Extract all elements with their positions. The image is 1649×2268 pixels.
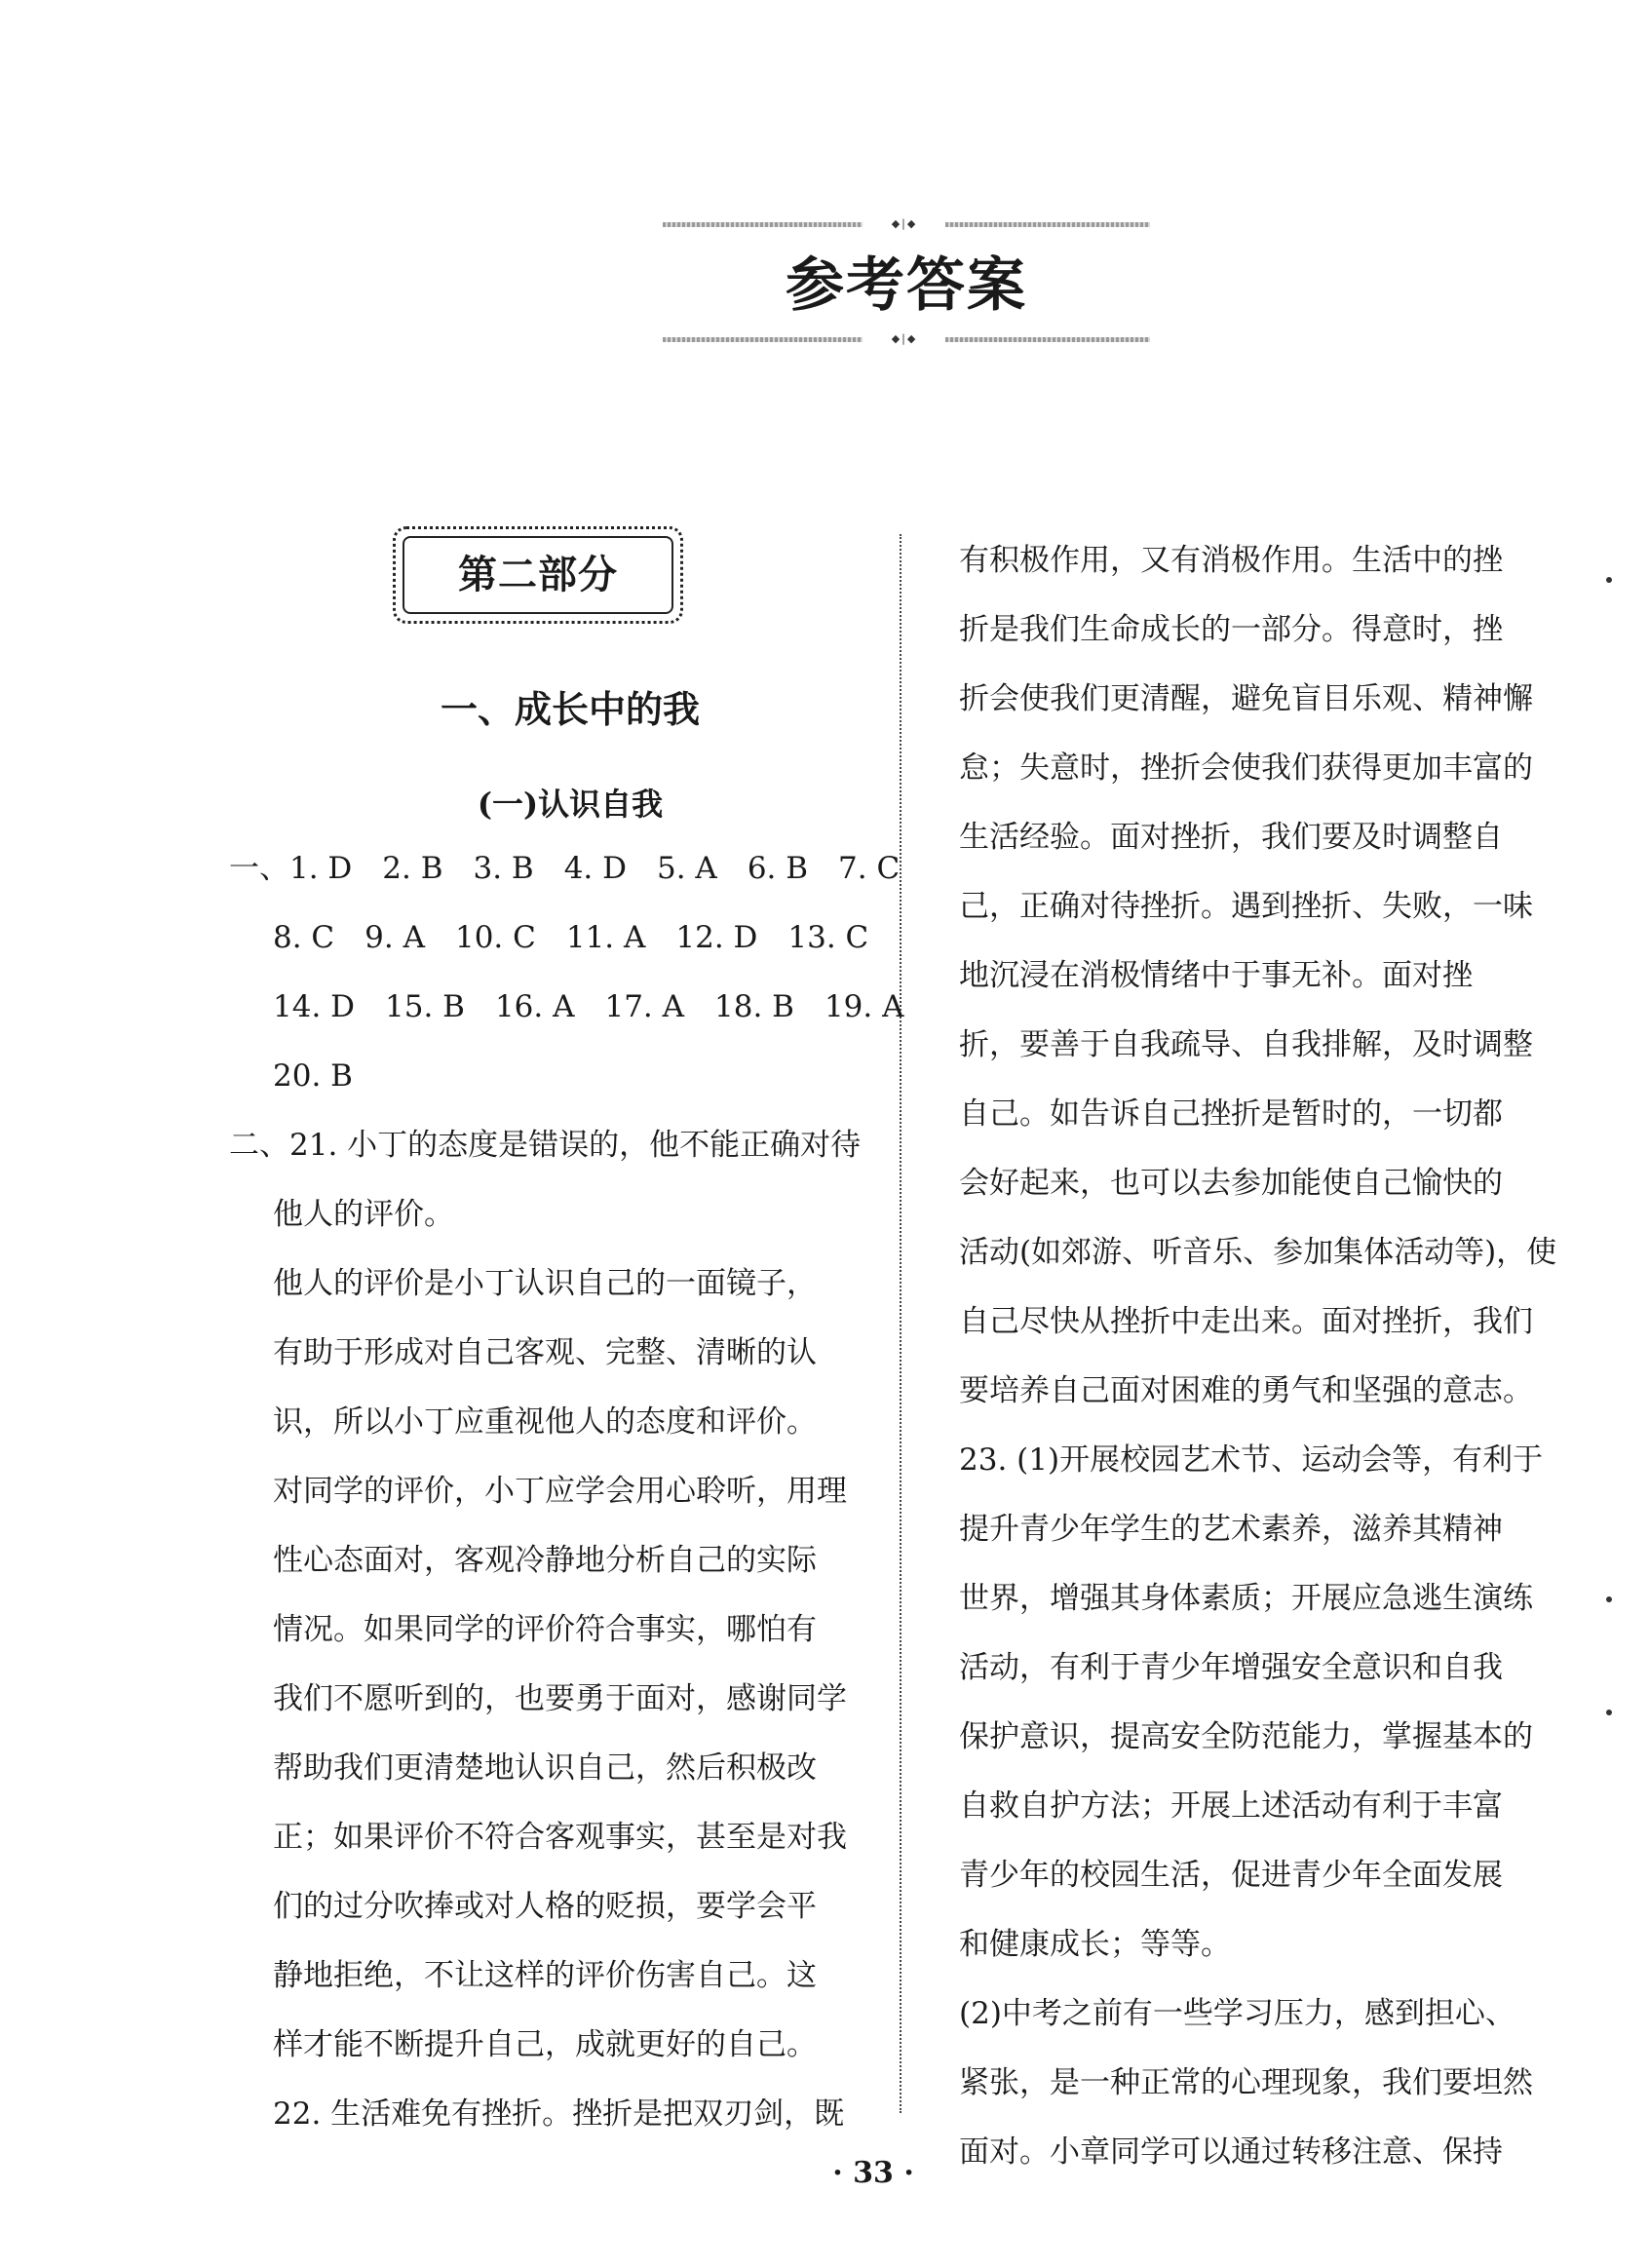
answer-line: 识，所以小丁应重视他人的态度和评价。	[273, 1404, 817, 1440]
margin-dot	[1606, 1710, 1612, 1715]
left-column	[229, 526, 904, 2149]
answer-line: 自己尽快从挫折中走出来。面对挫折，我们	[959, 1304, 1533, 1339]
answer-line: 静地拒绝，不让这样的评价伤害自己。这	[273, 1958, 817, 1993]
answer-line: 们的过分吹捧或对人格的贬损，要学会平	[273, 1889, 817, 1924]
answer-line: 会好起来，也可以去参加能使自己愉快的	[959, 1166, 1503, 1201]
answer-line: 世界，增强其身体素质；开展应急逃生演练	[959, 1581, 1533, 1616]
answer-line: 折会使我们更清醒，避免盲目乐观、精神懈	[959, 681, 1533, 716]
right-column	[959, 526, 1557, 2187]
title-rule-bottom	[663, 334, 1150, 344]
answer-line: 性心态面对，客观冷静地分析自己的实际	[273, 1543, 817, 1578]
answer-line: 保护意识，提高安全防范能力，掌握基本的	[959, 1719, 1533, 1754]
answer-line: 8. C 9. A 10. C 11. A 12. D 13. C	[273, 920, 869, 955]
answer-line: 20. B	[273, 1058, 353, 1094]
subsection-title: (一)认识自我	[477, 786, 664, 823]
answer-line: 活动，有利于青少年增强安全意识和自我	[959, 1650, 1503, 1685]
answer-line: 自己。如告诉自己挫折是暂时的，一切都	[959, 1096, 1503, 1132]
answer-line: 活动(如郊游、听音乐、参加集体活动等)，使	[959, 1235, 1557, 1270]
answer-line: 帮助我们更清楚地认识自己，然后积极改	[273, 1750, 817, 1786]
page-header	[663, 219, 1150, 356]
answer-line: 怠；失意时，挫折会使我们获得更加丰富的	[959, 750, 1533, 786]
answer-line: 我们不愿听到的，也要勇于面对，感谢同学	[273, 1681, 847, 1716]
answer-line: 他人的评价是小丁认识自己的一面镜子，	[273, 1266, 817, 1301]
answer-line: (2)中考之前有一些学习压力，感到担心、	[959, 1996, 1515, 2031]
answer-line: 面对。小章同学可以通过转移注意、保持	[959, 2134, 1503, 2170]
answer-line: 有积极作用，又有消极作用。生活中的挫	[959, 543, 1503, 578]
ornament-icon: ◆|◆	[891, 332, 918, 345]
answer-line: 情况。如果同学的评价符合事实，哪怕有	[273, 1612, 817, 1647]
answer-line: 对同学的评价，小丁应学会用心聆听，用理	[273, 1474, 847, 1509]
answer-line: 正；如果评价不符合客观事实，甚至是对我	[273, 1820, 847, 1855]
answer-line: 己，正确对待挫折。遇到挫折、失败，一味	[959, 889, 1533, 924]
answer-line: 一、1. D 2. B 3. B 4. D 5. A 6. B 7. C	[229, 851, 901, 886]
answer-line: 青少年的校园生活，促进青少年全面发展	[959, 1858, 1503, 1893]
answer-line: 有助于形成对自己客观、完整、清晰的认	[273, 1335, 817, 1370]
answer-line: 二、21. 小丁的态度是错误的，他不能正确对待	[229, 1128, 862, 1163]
page-title: 参考答案	[786, 251, 1027, 320]
part-label: 第二部分	[458, 552, 618, 597]
answer-line: 自救自护方法；开展上述活动有利于丰富	[959, 1788, 1503, 1824]
answer-line: 他人的评价。	[273, 1197, 454, 1232]
title-rule-top	[663, 219, 1150, 229]
ornament-icon: ◆|◆	[891, 217, 918, 230]
page-number: · 33 ·	[832, 2156, 914, 2190]
answer-line: 要培养自己面对困难的勇气和坚强的意志。	[959, 1373, 1533, 1408]
answer-line: 14. D 15. B 16. A 17. A 18. B 19. A	[273, 989, 904, 1024]
part-label-box	[393, 526, 683, 624]
answer-line: 折，要善于自我疏导、自我排解，及时调整	[959, 1027, 1533, 1062]
answer-line: 紧张，是一种正常的心理现象，我们要坦然	[959, 2065, 1533, 2100]
margin-dot	[1606, 577, 1612, 583]
answer-line: 地沉浸在消极情绪中于事无补。面对挫	[959, 958, 1473, 993]
column-divider	[900, 534, 901, 2113]
margin-dot	[1606, 1596, 1612, 1602]
answer-line: 折是我们生命成长的一部分。得意时，挫	[959, 612, 1503, 647]
answer-line: 样才能不断提升自己，成就更好的自己。	[273, 2027, 817, 2062]
answer-line: 23. (1)开展校园艺术节、运动会等，有利于	[959, 1442, 1544, 1478]
section-title: 一、成长中的我	[440, 687, 700, 731]
answer-line: 和健康成长；等等。	[959, 1927, 1231, 1962]
answer-line: 22. 生活难免有挫折。挫折是把双刃剑，既	[273, 2096, 845, 2132]
answer-line: 生活经验。面对挫折，我们要及时调整自	[959, 820, 1503, 855]
answer-line: 提升青少年学生的艺术素养，滋养其精神	[959, 1512, 1503, 1547]
